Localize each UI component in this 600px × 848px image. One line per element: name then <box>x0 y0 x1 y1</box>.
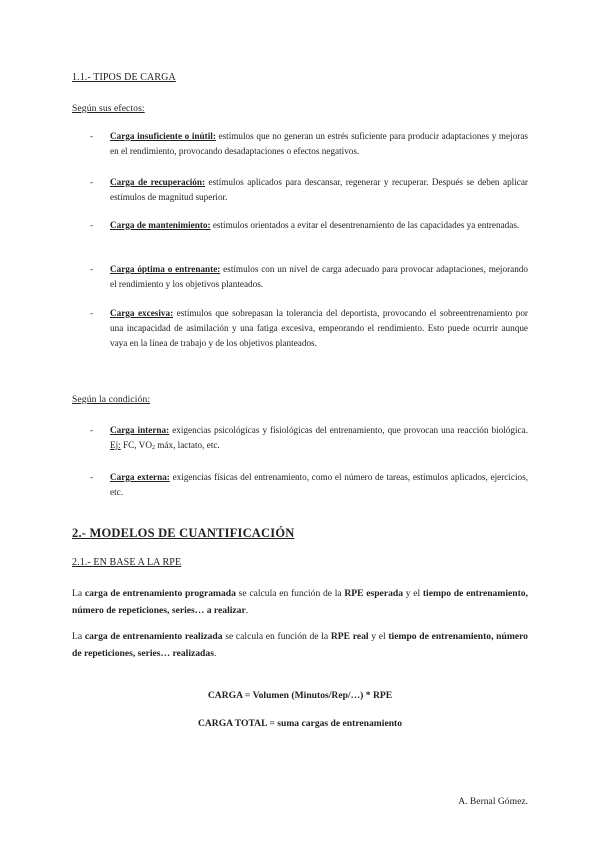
author-signature: A. Bernal Gómez. <box>458 796 528 807</box>
list-item-term: Carga de recuperación: <box>110 177 206 187</box>
bullet-dash: - <box>90 177 94 187</box>
section-1-1-title: 1.1.- TIPOS DE CARGA <box>72 72 176 83</box>
paragraph-programmed-load <box>72 585 528 619</box>
list-item <box>72 175 528 205</box>
list-item-term: Carga óptima o entrenante: <box>110 264 221 274</box>
list-item <box>72 306 528 351</box>
para-text: se calcula en función de la <box>235 588 345 599</box>
para-bold: carga de entrenamiento programada <box>84 588 236 599</box>
bullet-dash: - <box>90 131 94 141</box>
formula-load: CARGA = Volumen (Minutos/Rep/…) * RPE <box>207 690 393 701</box>
formula-total-load: CARGA TOTAL = suma cargas de entrenamiento <box>197 718 403 729</box>
list-item-text: estímulos que no generan un estrés suficiente para producir adaptaciones y mejoras en el rendimiento, provocando desadaptaciones o efectos negativos. <box>110 131 528 156</box>
list-item-text: exigencias psicológicas y fisiológicas del entrenamiento, que provocan una reacción biológica. <box>169 425 528 435</box>
bullet-dash: - <box>90 425 94 435</box>
bullet-dash: - <box>90 220 94 230</box>
bullet-dash: - <box>90 264 94 274</box>
list-item <box>72 129 528 159</box>
para-bold: tiempo de entrenamiento, número de repeticiones, series… realizadas <box>72 631 528 659</box>
list-item-term: Carga insuficiente o inútil: <box>110 131 216 141</box>
list-item <box>72 423 528 456</box>
list-item <box>72 470 528 500</box>
list-item-text: exigencias físicas del entrenamiento, como el número de tareas, estímulos aplicados, ejercicios, etc. <box>110 472 528 497</box>
list-item-term: Carga de mantenimiento: <box>110 220 211 230</box>
list-item-term: Carga externa: <box>110 472 170 482</box>
list-item-text: estímulos orientados a evitar el desentrenamiento de las capacidades ya entrenadas. <box>210 220 520 230</box>
para-bold: RPE real <box>330 631 369 642</box>
list-item-term: Carga interna: <box>110 425 170 435</box>
para-bold: tiempo de entrenamiento, número de repeticiones, series… a realizar <box>72 588 528 616</box>
bullet-dash: - <box>90 472 94 482</box>
para-text: . <box>245 605 249 616</box>
example-label: Ej: <box>110 440 121 450</box>
list-item <box>72 218 528 233</box>
condition-heading: Según la condición: <box>72 394 151 405</box>
para-text: se calcula en función de la <box>222 631 331 642</box>
para-bold: RPE esperada <box>344 588 404 599</box>
para-text: y el <box>403 588 423 599</box>
para-text: La <box>72 588 85 599</box>
para-text: La <box>72 631 85 642</box>
paragraph-performed-load <box>72 628 528 662</box>
para-text: y el <box>368 631 389 642</box>
example-text: FC, VO <box>120 440 152 450</box>
bullet-dash: - <box>90 308 94 318</box>
example-subscript: 2 <box>151 445 155 451</box>
list-item-text: estímulos aplicados para descansar, regenerar y recuperar. Después se deben aplicar estímulos de magnitud superior. <box>110 177 528 202</box>
list-item-term: Carga excesiva: <box>110 308 174 318</box>
list-item-text: estímulos con un nivel de carga adecuado para provocar adaptaciones, mejorando el rendimiento y los objetivos planteados. <box>110 264 528 289</box>
list-item <box>72 262 528 292</box>
effects-heading: Según sus efectos: <box>72 103 145 114</box>
section-2-1-title: 2.1.- EN BASE A LA RPE <box>72 557 182 568</box>
para-bold: carga de entrenamiento realizada <box>84 631 223 642</box>
list-item-text: estímulos que sobrepasan la tolerancia del deportista, provocando el sobreentrenamiento por una incapacidad de asimilación y una fatiga excesiva, empeorando el rendimiento. Esto puede ocurrir aunque vaya en la línea de trabajo y de los objetivos planteados. <box>110 308 528 348</box>
section-2-title: 2.- MODELOS DE CUANTIFICACIÓN <box>72 526 295 540</box>
para-text: . <box>213 648 217 659</box>
example-text-end: máx, lactato, etc. <box>154 440 220 450</box>
